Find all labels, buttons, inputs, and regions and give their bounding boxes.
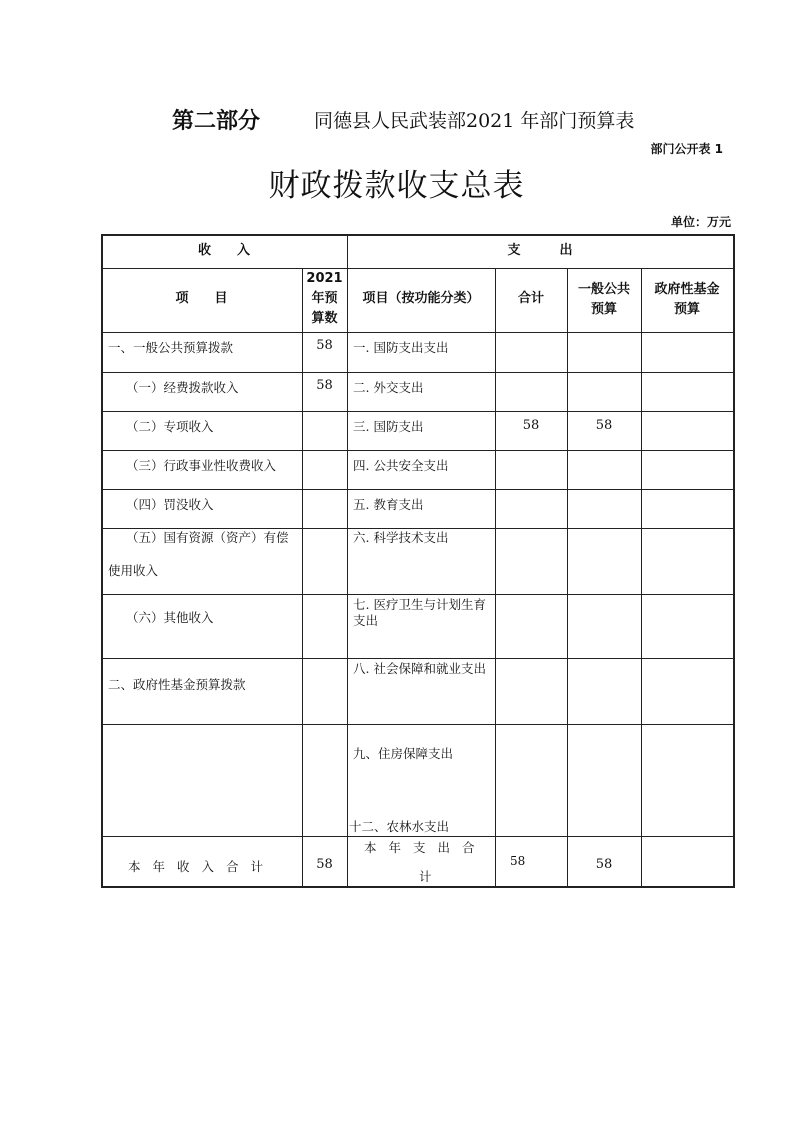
income-row-label: （三）行政事业性收费收入 — [126, 458, 277, 473]
expense-row-label: 五. 教育支出 — [353, 497, 424, 512]
fund-budget-header-line2: 预算 — [673, 302, 700, 317]
general-budget-header-line2: 预算 — [590, 302, 617, 317]
table-line — [347, 234, 348, 888]
table-border-left — [101, 234, 103, 888]
expense-row-label: 九、住房保障支出 — [353, 746, 454, 761]
table-border-right — [733, 234, 735, 888]
expense-row-label: 十二、农林水支出 — [349, 819, 450, 834]
document-title: 同德县人民武装部2021 年部门预算表 — [314, 110, 635, 132]
table-line — [495, 268, 496, 888]
table-line — [101, 658, 734, 659]
expense-total-label-line2: 计 — [419, 869, 432, 884]
fund-budget-header-line1: 政府性基金 — [654, 282, 720, 297]
expense-row-label: 八. 社会保障和就业支出 — [353, 661, 486, 676]
general-budget-header-line1: 一般公共 — [577, 282, 630, 297]
table-line — [101, 411, 734, 412]
income-row-label: （一）经费拨款收入 — [126, 380, 239, 395]
income-row-label: 一、一般公共预算拨款 — [108, 340, 234, 355]
income-total-label: 本年收入合计 — [128, 859, 276, 874]
income-row-label: 二、政府性基金预算拨款 — [108, 677, 246, 692]
income-row-value: 58 — [316, 338, 333, 353]
table-line — [101, 724, 734, 725]
expense-total-label-line1: 本年支出合 — [364, 840, 487, 855]
total-column-header: 合计 — [517, 291, 544, 306]
income-row-label: （六）其他收入 — [126, 610, 214, 625]
table-line — [302, 268, 303, 888]
function-column-header: 项目（按功能分类） — [362, 291, 480, 306]
part-label: 第二部分 — [172, 109, 261, 134]
income-row-label: （四）罚没收入 — [126, 497, 214, 512]
income-row-label-line2: 使用收入 — [108, 563, 159, 578]
expense-row-label: 七. 医疗卫生与计划生育支出 — [353, 597, 486, 628]
expense-row-label: 二. 外交支出 — [353, 380, 424, 395]
table-line — [101, 372, 734, 373]
publication-label: 部门公开表 1 — [650, 142, 723, 156]
table-line — [101, 528, 734, 529]
budget-column-header-line1: 2021 — [306, 271, 343, 286]
expense-general-total-value: 58 — [595, 857, 613, 872]
income-row-value: 58 — [316, 378, 333, 393]
expense-row-label: 一. 国防支出支出 — [353, 340, 449, 355]
table-line — [101, 489, 734, 490]
expense-row-label: 四. 公共安全支出 — [353, 458, 449, 473]
main-title: 财政拨款收支总表 — [268, 168, 525, 204]
table-border-bottom — [101, 886, 734, 888]
expense-row-total: 58 — [522, 418, 540, 433]
table-line — [567, 268, 568, 888]
table-border-top — [101, 234, 734, 236]
budget-column-header-line3: 算数 — [311, 311, 338, 326]
table-line — [101, 450, 734, 451]
expense-row-general: 58 — [595, 418, 613, 433]
income-group-header: 收 入 — [197, 243, 250, 258]
budget-column-header-line2: 年预 — [311, 291, 338, 306]
income-total-value: 58 — [316, 857, 333, 872]
expense-row-label: 三. 国防支出 — [353, 419, 424, 434]
table-line — [101, 332, 734, 333]
expense-total-value: 58 — [510, 854, 526, 868]
unit-label: 单位：万元 — [670, 215, 731, 229]
table-line — [641, 268, 642, 888]
expense-row-label: 六. 科学技术支出 — [353, 530, 449, 545]
table-line — [101, 268, 734, 269]
item-column-header: 项 目 — [175, 291, 228, 306]
table-line — [101, 594, 734, 595]
income-row-label: （二）专项收入 — [126, 419, 214, 434]
table-line — [101, 836, 734, 837]
expense-group-header: 支 出 — [507, 243, 573, 258]
income-row-label-line1: （五）国有资源（资产）有偿 — [126, 530, 289, 545]
